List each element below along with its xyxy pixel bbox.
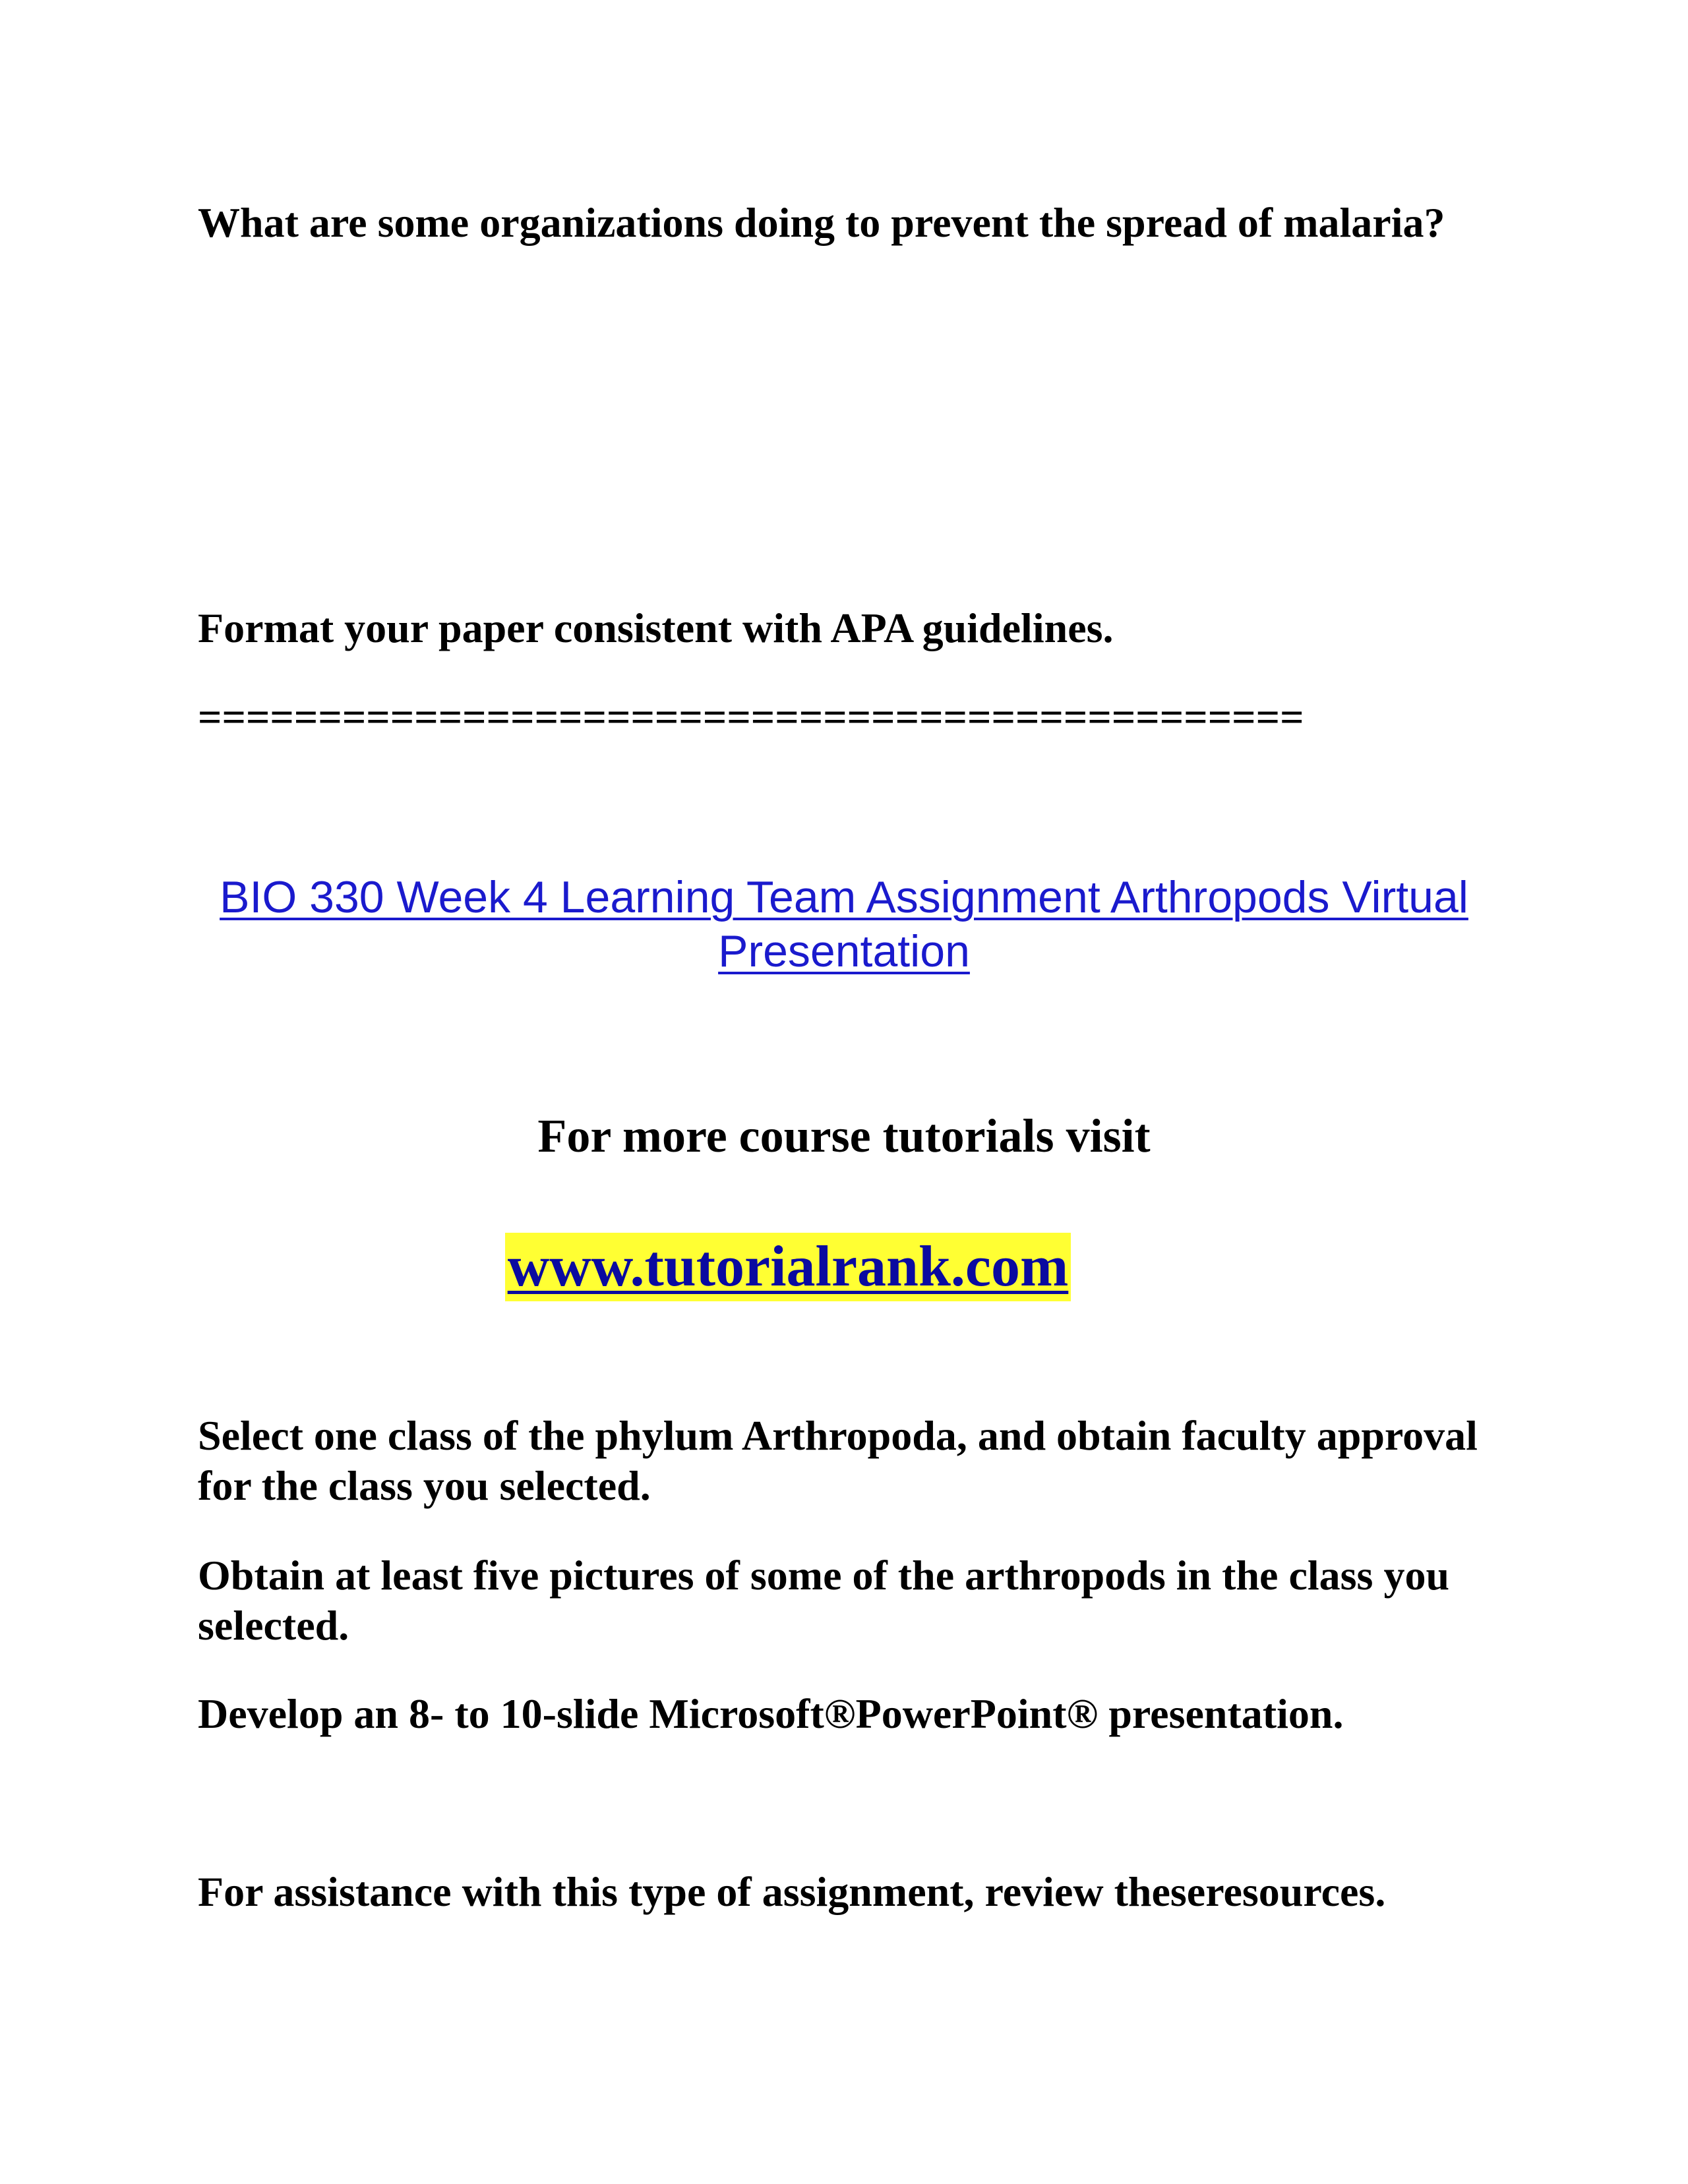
- instruction-obtain-pictures: Obtain at least five pictures of some of the arthropods in the class you selected.: [198, 1552, 1450, 1649]
- more-tutorials-heading: For more course tutorials visit: [537, 1109, 1151, 1162]
- apa-format-note: Format your paper consistent with APA guidelines.: [198, 605, 1114, 651]
- instruction-select-class: Select one class of the phylum Arthropoda, and obtain faculty approval for the class you selected.: [198, 1412, 1478, 1509]
- site-link-container: [0, 1233, 1688, 1301]
- tutorialrank-site-link[interactable]: www.tutorialrank.com: [505, 1233, 1071, 1301]
- malaria-question-text: What are some organizations doing to prevent the spread of malaria?: [198, 199, 1445, 246]
- section-divider: ==============================================: [198, 694, 1304, 740]
- assistance-note: For assistance with this type of assignment, review theseresources.: [198, 1868, 1386, 1915]
- course-assignment-link[interactable]: BIO 330 Week 4 Learning Team Assignment Arthropods Virtual Presentation: [220, 872, 1468, 976]
- instruction-develop-presentation: Develop an 8- to 10-slide Microsoft®PowerPoint® presentation.: [198, 1690, 1344, 1737]
